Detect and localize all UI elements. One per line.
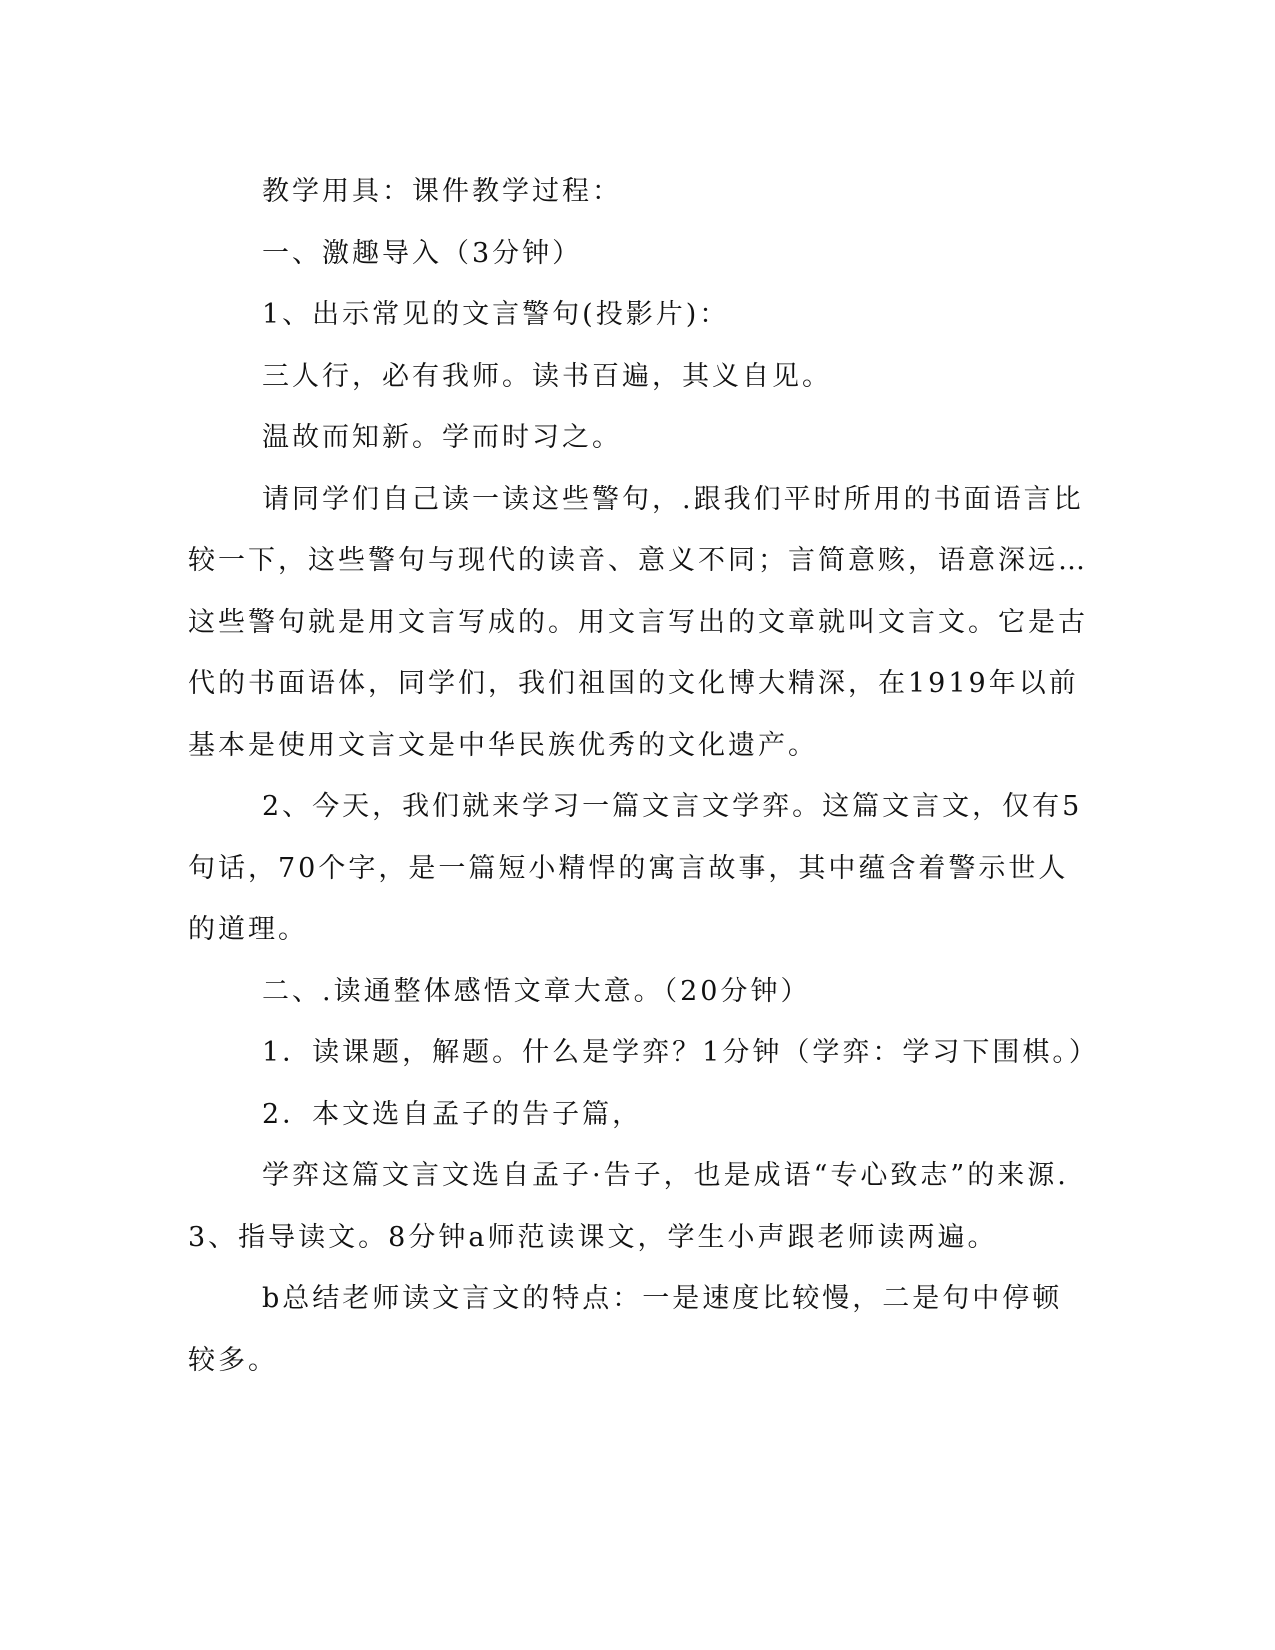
paragraph-reading-features: b总结老师读文言文的特点：一是速度比较慢，二是句中停顿较多。 — [188, 1283, 1063, 1376]
paragraph-section-two-heading: 二、.读通整体感悟文章大意。（20分钟） — [262, 975, 811, 1007]
paragraph-proverb-line-1: 三人行，必有我师。读书百遍，其义自见。 — [262, 360, 832, 392]
paragraph-classical-chinese-intro: 请同学们自己读一读这些警句，.跟我们平时所用的书面语言比较一下，这些警句与现代的读音、意义不同；言简意赅，语意深远…这些警句就是用文言写成的。用文言写出的文章就叫文言文。它是古代的书面语体，同学们，我们祖国的文化博大精深，在1919年以前基本是使用文言文是中华民族优秀的文化遗产。 — [188, 483, 1088, 761]
paragraph-proverb-line-2: 温故而知新。学而时习之。 — [262, 422, 622, 453]
paragraph-source: 2．本文选自孟子的告子篇， — [262, 1098, 643, 1130]
paragraph-teaching-tools: 教学用具：课件教学过程： — [262, 176, 622, 207]
paragraph-today-lesson: 2、今天，我们就来学习一篇文言文学弈。这篇文言文，仅有5句话，70个字，是一篇短小精悍的寓言故事，其中蕴含着警示世人的道理。 — [188, 791, 1083, 945]
paragraph-read-title: 1．读课题，解题。什么是学弈？1分钟（学弈：学习下围棋。） — [262, 1037, 1099, 1068]
document-body — [188, 161, 1099, 1391]
paragraph-show-proverbs: 1、出示常见的文言警句(投影片)： — [262, 299, 730, 330]
paragraph-section-one-heading: 一、激趣导入（3分钟） — [262, 237, 583, 269]
paragraph-source-detail: 学弈这篇文言文选自孟子·告子，也是成语“专心致志”的来源.3、指导读文。8分钟a师范读课文，学生小声跟老师读两遍。 — [188, 1160, 1069, 1253]
